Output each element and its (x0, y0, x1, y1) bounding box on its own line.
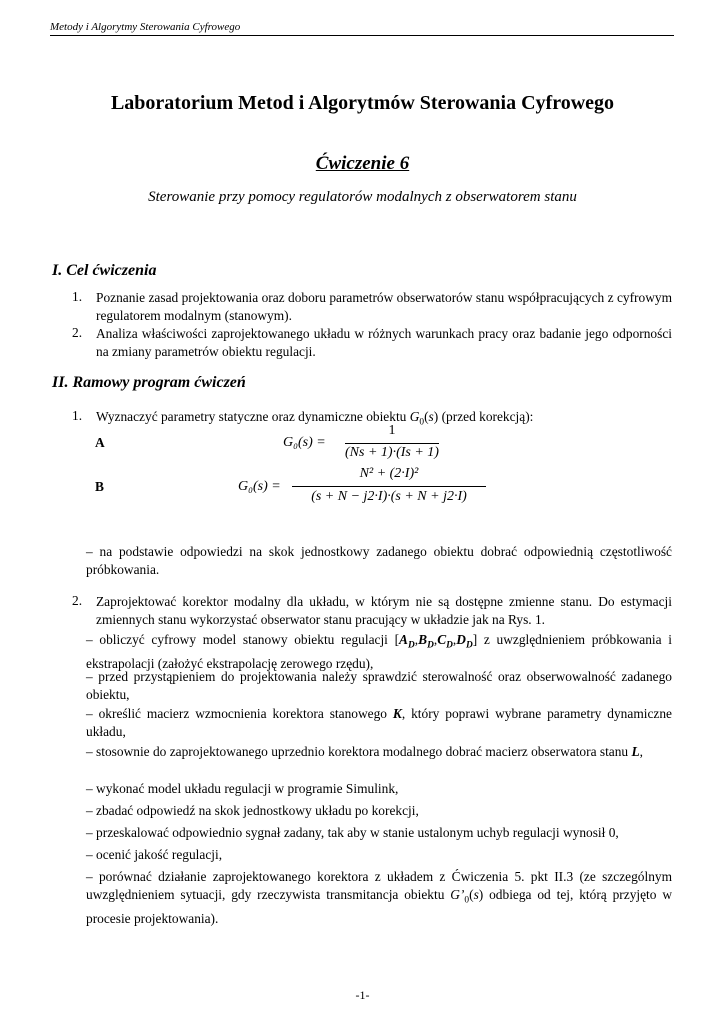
page-number: -1- (355, 988, 370, 1002)
sampling-note: – na podstawie odpowiedzi na skok jednostkowy zadanego obiektu dobrać odpowiednią częstotliwość próbkowania. (86, 544, 672, 577)
goal-item-2: Analiza właściwości zaprojektowanego układu w różnych warunkach pracy oraz badanie jego odporności na zmiany parametrów obiektu regulacji. (96, 326, 672, 359)
section-1-heading: I. Cel ćwiczenia (52, 262, 157, 279)
document-title: Laboratorium Metod i Algorytmów Sterowania Cyfrowego (110, 92, 615, 114)
bullet-gain-k: – określić macierz wzmocnienia korektora stanowego K, który poprawi wybrane parametry dynamiczne układu, (86, 706, 672, 739)
program-item-1: Wyznaczyć parametry statyczne oraz dynamiczne obiektu $G_0(s)$ (przed korekcją): (96, 409, 534, 428)
bullet-simulink: – wykonać model układu regulacji w programie Simulink, (86, 781, 399, 796)
goal-item-1: Poznanie zasad projektowania oraz doboru parametrów obserwatorów stanu współpracujących z cyfrowym regulatorem modalnym (stanowym). (96, 290, 672, 323)
exercise-subtitle: Sterowanie przy pomocy regulatorów modalnych z obserwatorem stanu (148, 189, 577, 205)
formula-a-lhs: G₀(s) = (283, 435, 326, 450)
bullet-state-model: – obliczyć cyfrowy model stanowy obiektu regulacji $[A_D,B_D,C_D,D_D]$ z uwzględnieniem próbkowania i ekstrapolacji (założyć ekstrapolację zerowego rzędu), (86, 632, 673, 671)
list-number: 2. (72, 325, 83, 340)
formula-a-fraction-bar (345, 443, 439, 444)
formula-label-b: B (95, 479, 104, 494)
header-rule (50, 35, 674, 36)
formula-a-denominator: (Ns + 1)·(Is + 1) (345, 445, 439, 460)
formula-a-numerator: 1 (388, 423, 396, 438)
list-number: 1. (72, 408, 83, 423)
bullet-quality: – ocenić jakość regulacji, (86, 847, 223, 862)
formula-label-a: A (95, 435, 105, 450)
list-number: 2. (72, 593, 83, 608)
bullet-rescale: – przeskalować odpowiednio sygnał zadany, tak aby w stanie ustalonym uchyb regulacji wynosił 0, (86, 825, 619, 840)
formula-b-lhs: G₀(s) = (238, 479, 281, 494)
program-item-2: Zaprojektować korektor modalny dla układu, w którym nie są dostępne zmienne stanu. Do estymacji zmiennych stanu wykorzystać obserwator stanu pracujący w układzie jak na Rys. 1. (96, 594, 672, 627)
bullet-observer-l: – stosownie do zaprojektowanego uprzednio korektora modalnego dobrać macierz obserwatora stanu L, (86, 744, 644, 759)
bullet-compare: – porównać działanie zaprojektowanego korektora z układem z Ćwiczenia 5. pkt II.3 (ze szczególnym uwzględnieniem sytuacji, gdy rzeczywista transmitancja obiektu $G’_0(s)$ odbiega od tej, którą przyjęto w procesie projektowania). (86, 869, 672, 926)
formula-b-denominator: (s + N − j2·I)·(s + N + j2·I) (311, 489, 467, 504)
formula-b-numerator: N² + (2·I)² (359, 466, 419, 481)
bullet-check-controllability: – przed przystąpieniem do projektowania należy sprawdzić sterowalność oraz obserwowalność zadanego obiektu, (86, 669, 672, 702)
section-2-heading: II. Ramowy program ćwiczeń (52, 374, 246, 391)
formula-b-fraction-bar (292, 486, 486, 487)
bullet-step-response: – zbadać odpowiedź na skok jednostkowy układu po korekcji, (86, 803, 419, 818)
running-header: Metody i Algorytmy Sterowania Cyfrowego (50, 21, 241, 33)
exercise-number: Ćwiczenie 6 (315, 153, 410, 174)
list-number: 1. (72, 289, 83, 304)
